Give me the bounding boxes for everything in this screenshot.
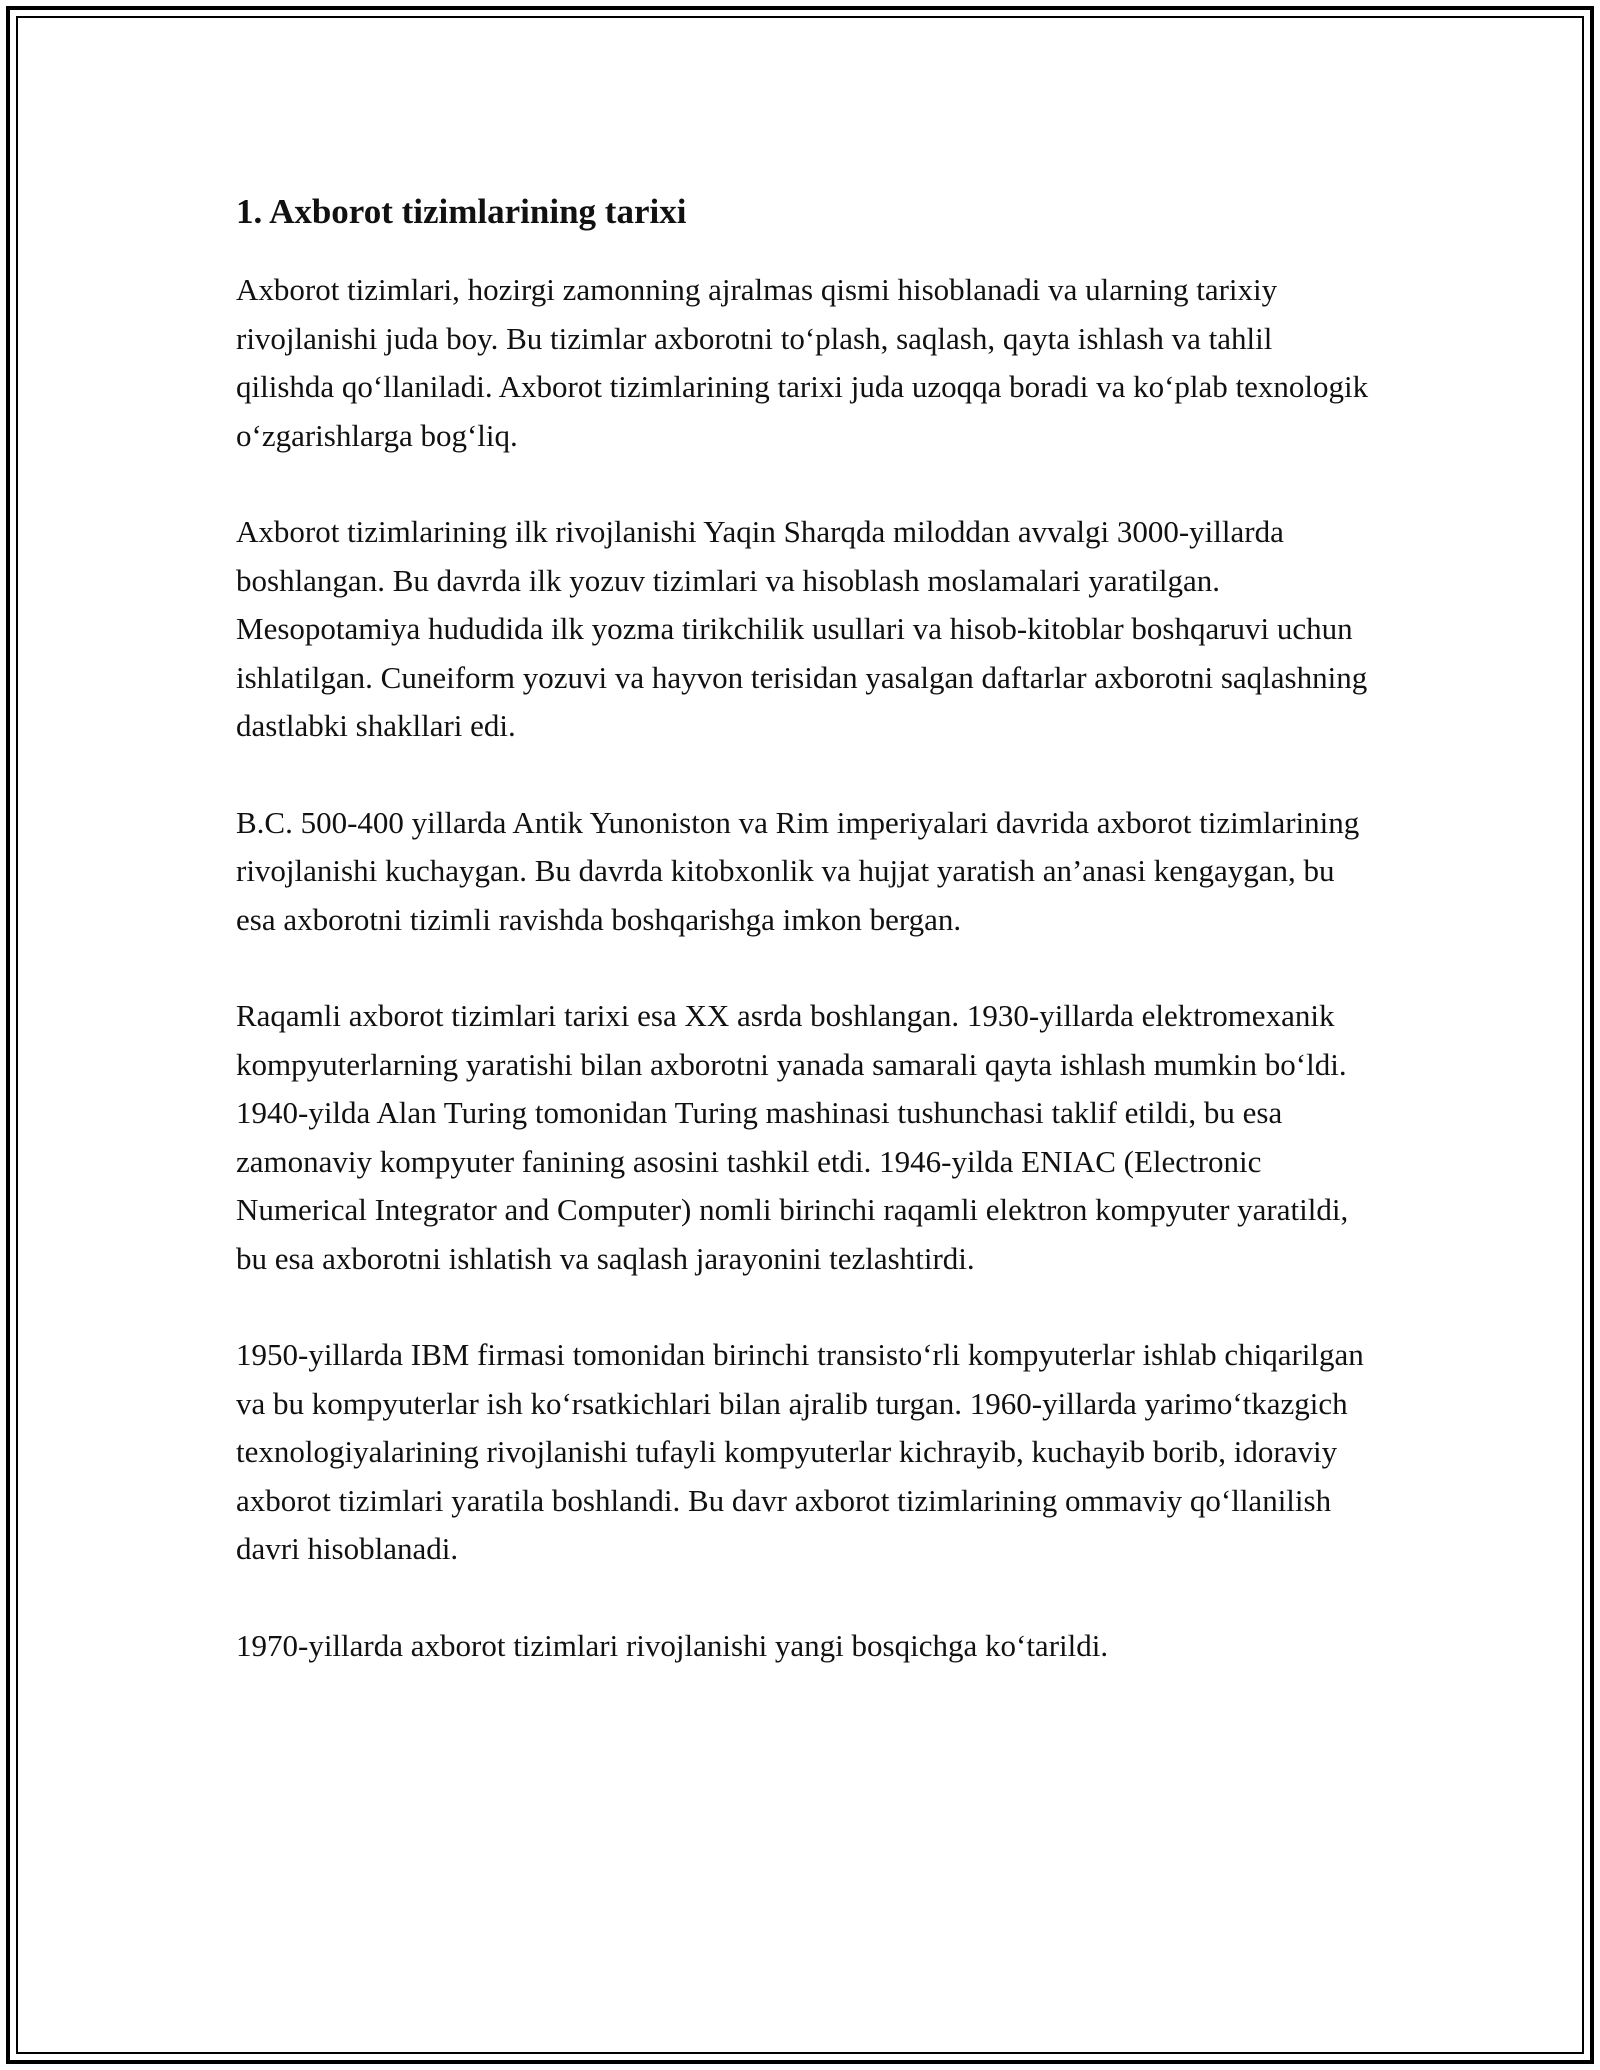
paragraph-1970s: 1970-yillarda axborot tizimlari rivojlanishi yangi bosqichga ko‘tarildi. bbox=[236, 1627, 1109, 1663]
paragraph-antiquity: B.C. 500-400 yillarda Antik Yunoniston va Rim imperiyalari davrida axborot tizimlarining rivojlanishi kuchaygan. Bu davrda kitobxonlik va hujjat yaratish an’anasi kengaygan, bu esa axborotni tizimli ravishda boshqarishga imkon bergan. bbox=[236, 804, 1360, 937]
paragraph-early-history: Axborot tizimlarining ilk rivojlanishi Yaqin Sharqda miloddan avvalgi 3000-yillarda boshlangan. Bu davrda ilk yozuv tizimlari va hisoblash moslamalari yaratilgan. Mesopotamiya hududida ilk yozma tirikchilik usullari va hisob-kitoblar boshqaruvi uchun ishlatilgan. Cuneiform yozuvi va hayvon terisidan yasalgan daftarlar axborotni saqlashning dastlabki shakllari edi. bbox=[236, 514, 1368, 743]
document-body bbox=[236, 188, 1376, 1670]
paragraph-1950s-1960s: 1950-yillarda IBM firmasi tomonidan birinchi transisto‘rli kompyuterlar ishlab chiqarilgan va bu kompyuterlar ish ko‘rsatkichlari bilan ajralib turgan. 1960-yillarda yarimo‘tkazgich texnologiyalarining rivojlanishi tufayli kompyuterlar kichrayib, kuchayib borib, idoraviy axborot tizimlari yaratila boshlandi. Bu davr axborot tizimlarining ommaviy qo‘llanilish davri hisoblanadi. bbox=[236, 1337, 1364, 1566]
section-heading: 1. Axborot tizimlarining tarixi bbox=[236, 192, 687, 231]
paragraph-digital-era: Raqamli axborot tizimlari tarixi esa XX asrda boshlangan. 1930-yillarda elektromexanik kompyuterlarning yaratishi bilan axborotni yanada samarali qayta ishlash mumkin bo‘ldi. 1940-yilda Alan Turing tomonidan Turing mashinasi tushunchasi taklif etildi, bu esa zamonaviy kompyuter fanining asosini tashkil etdi. 1946-yilda ENIAC (Electronic Numerical Integrator and Computer) nomli birinchi raqamli elektron kompyuter yaratildi, bu esa axborotni ishlatish va saqlash jarayonini tezlashtirdi. bbox=[236, 998, 1349, 1276]
paragraph-intro: Axborot tizimlari, hozirgi zamonning ajralmas qismi hisoblanadi va ularning tarixiy rivojlanishi juda boy. Bu tizimlar axborotni to‘plash, saqlash, qayta ishlash va tahlil qilishda qo‘llaniladi. Axborot tizimlarining tarixi juda uzoqqa boradi va ko‘plab texnologik o‘zgarishlarga bog‘liq. bbox=[236, 272, 1369, 453]
